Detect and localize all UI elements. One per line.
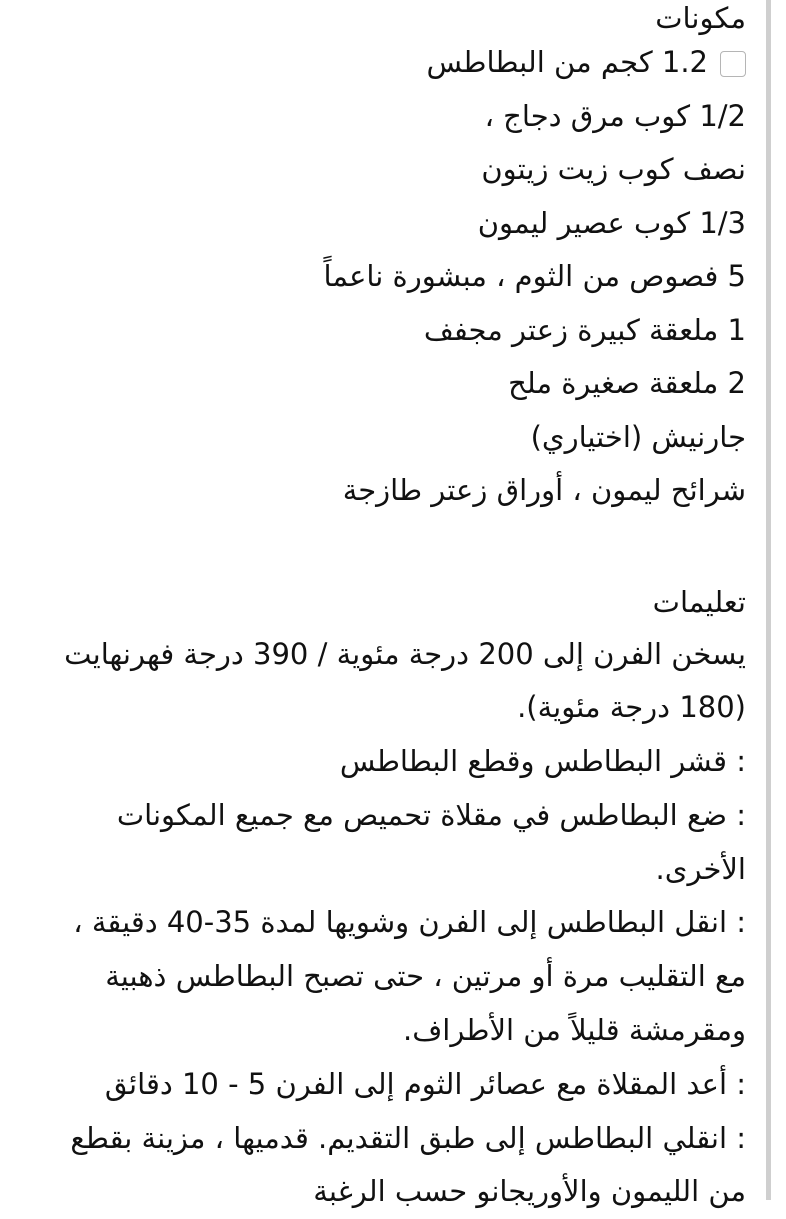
instruction-step: : أعد المقلاة مع عصائر الثوم إلى الفرن 5 - 10 دقائق xyxy=(40,1058,746,1112)
ingredient-text: 2 ملعقة صغيرة ملح xyxy=(508,366,746,400)
ingredient-item xyxy=(40,143,746,197)
ingredient-checkbox[interactable] xyxy=(720,51,746,77)
instruction-step: : قشر البطاطس وقطع البطاطس xyxy=(40,735,746,789)
ingredient-text: 5 فصوص من الثوم ، مبشورة ناعماً xyxy=(323,259,746,293)
ingredient-text: 1.2 كجم من البطاطس xyxy=(426,45,708,79)
ingredient-item xyxy=(40,411,746,465)
scrollbar-thumb[interactable] xyxy=(766,0,771,1200)
instructions-heading: تعليمات xyxy=(40,576,746,628)
instruction-step: : انقلي البطاطس إلى طبق التقديم. قدميها ، مزينة بقطع من الليمون والأوريجانو حسب الرغبة xyxy=(40,1112,746,1219)
instructions-list xyxy=(40,628,746,1219)
ingredient-item xyxy=(40,250,746,304)
instruction-step: يسخن الفرن إلى 200 درجة مئوية / 390 درجة فهرنهايت (180 درجة مئوية). xyxy=(40,628,746,736)
ingredient-text: 1/3 كوب عصير ليمون xyxy=(478,206,746,240)
ingredient-item xyxy=(40,357,746,411)
ingredients-heading: مكونات xyxy=(40,0,746,36)
ingredient-text: 1 ملعقة كبيرة زعتر مجفف xyxy=(424,313,746,347)
ingredient-item xyxy=(40,36,746,90)
ingredient-item xyxy=(40,464,746,518)
scrollbar[interactable] xyxy=(760,0,786,1200)
ingredient-item xyxy=(40,90,746,144)
section-spacer xyxy=(40,518,746,572)
ingredient-item xyxy=(40,197,746,251)
ingredient-text: نصف كوب زيت زيتون xyxy=(481,152,746,186)
ingredient-text: 1/2 كوب مرق دجاج ، xyxy=(485,99,746,133)
ingredient-text: جارنيش (اختياري) xyxy=(531,420,746,454)
recipe-content xyxy=(40,0,746,1219)
ingredient-item xyxy=(40,304,746,358)
instruction-step: : ضع البطاطس في مقلاة تحميص مع جميع المكونات الأخرى. xyxy=(40,789,746,897)
ingredient-text: شرائح ليمون ، أوراق زعتر طازجة xyxy=(343,473,746,507)
instruction-step: : انقل البطاطس إلى الفرن وشويها لمدة 35-40 دقيقة ، مع التقليب مرة أو مرتين ، حتى تصبح البطاطس ذهبية ومقرمشة قليلاً من الأطراف. xyxy=(40,896,746,1057)
ingredients-list xyxy=(40,36,746,518)
